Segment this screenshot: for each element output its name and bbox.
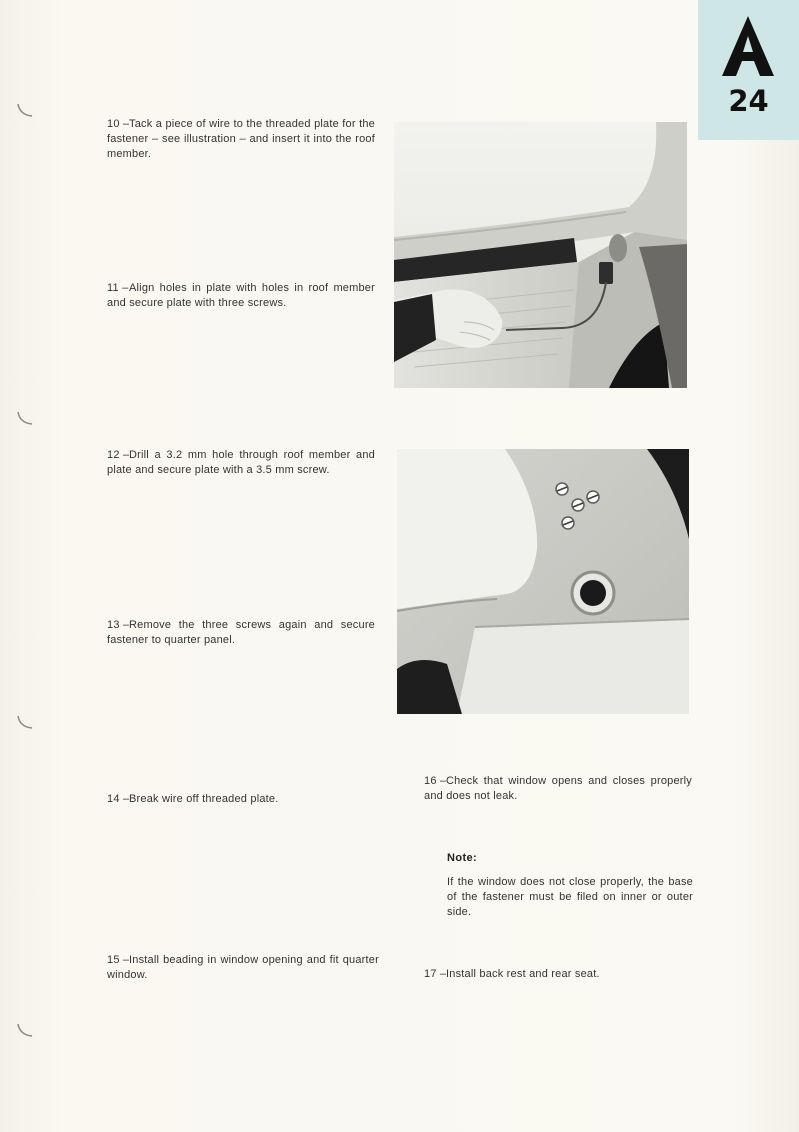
- step-number: 10 –: [107, 118, 130, 130]
- step-number: 13 –: [107, 619, 130, 631]
- note-text: If the window does not close properly, the base of the fastener must be filed on inner or outer side.: [447, 876, 693, 918]
- section-tab: [698, 0, 799, 140]
- step-number: 11 –: [107, 282, 129, 294]
- step-number: 14 –: [107, 793, 130, 805]
- step-number: 12 –: [107, 449, 130, 461]
- step-15: [107, 953, 379, 983]
- step-16: [424, 774, 692, 804]
- step-text: Align holes in plate with holes in roof member and secure plate with three screws.: [107, 282, 375, 309]
- binder-hole: [14, 408, 34, 428]
- binder-hole: [14, 100, 34, 120]
- page-number: 24: [728, 84, 769, 118]
- step-text: Drill a 3.2 mm hole through roof member and plate and secure plate with a 3.5 mm screw.: [107, 449, 375, 476]
- step-number: 16 –: [424, 775, 447, 787]
- step-text: Install back rest and rear seat.: [446, 968, 600, 980]
- step-11: [107, 281, 375, 311]
- photo-quarter-panel-screws: [397, 449, 689, 714]
- binder-hole: [14, 1020, 34, 1040]
- binder-hole: [14, 712, 34, 732]
- step-text: Remove the three screws again and secure fastener to quarter panel.: [107, 619, 375, 646]
- note-title: Note:: [447, 852, 478, 864]
- step-text: Install beading in window opening and fit quarter window.: [107, 954, 379, 981]
- photo-wire-insertion: [394, 122, 687, 388]
- step-14: [107, 792, 375, 807]
- step-10: [107, 117, 375, 162]
- step-12: [107, 448, 375, 478]
- step-13: [107, 618, 375, 648]
- step-text: Check that window opens and closes properly and does not leak.: [424, 775, 692, 802]
- step-number: 17 –: [424, 968, 447, 980]
- step-text: Tack a piece of wire to the threaded plate for the fastener – see illustration – and insert it into the roof member.: [107, 118, 375, 160]
- step-17: [424, 967, 692, 982]
- section-letter-glyph: [720, 14, 776, 78]
- step-text: Break wire off threaded plate.: [129, 793, 279, 805]
- step-number: 15 –: [107, 954, 130, 966]
